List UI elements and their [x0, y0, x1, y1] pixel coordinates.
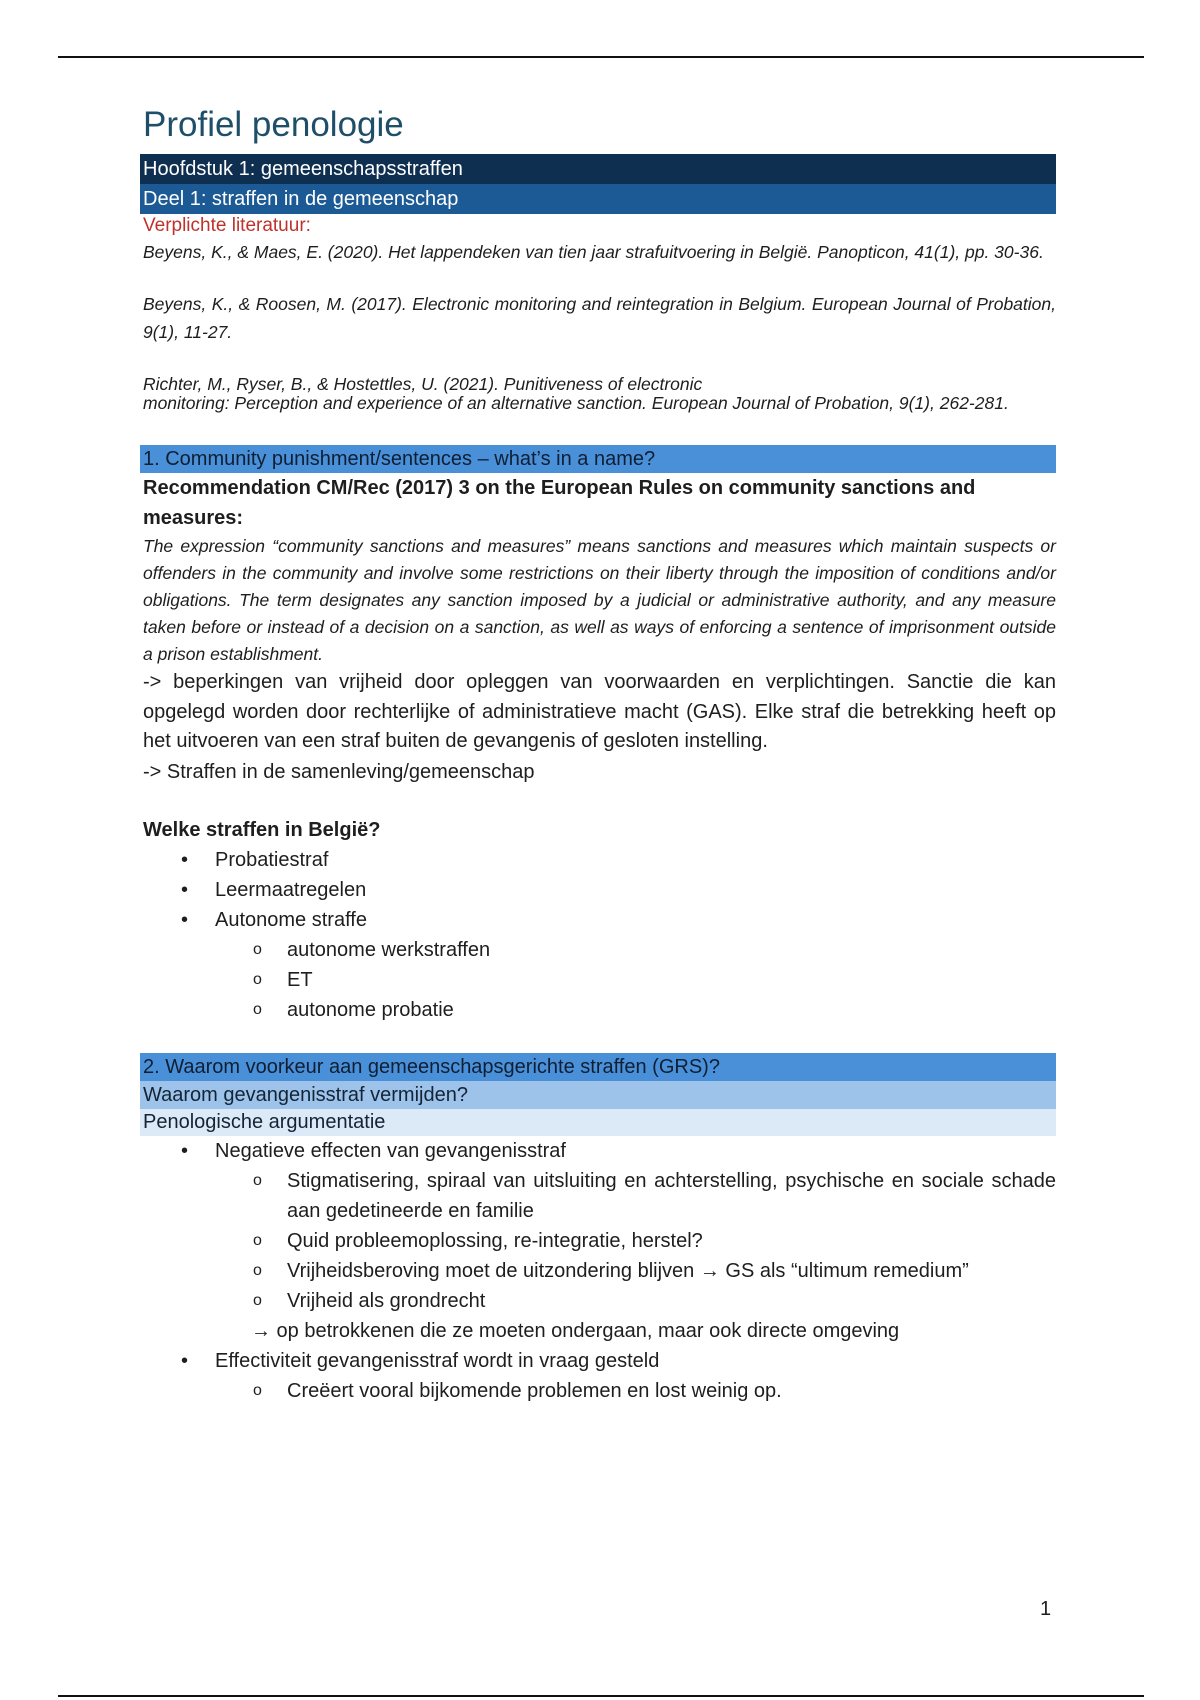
chapter-heading: Hoofdstuk 1: gemeenschapsstraffen	[140, 154, 1056, 184]
page-title: Profiel penologie	[143, 105, 404, 144]
literature-ref-3b: monitoring: Perception and experience of an alternative sanction. European Journal of Probation, 9(1), 262-281.	[143, 393, 1009, 413]
sub-list-item: o autonome probatie	[143, 995, 1056, 1025]
arrow-note: → op betrokkenen die ze moeten ondergaan, maar ook directe omgeving	[251, 1319, 900, 1342]
sub-list-item: o Stigmatisering, spiraal van uitsluiting en achterstelling, psychische en sociale schade aan gedetineerde en familie	[143, 1166, 1056, 1226]
bottom-rule	[58, 1695, 1144, 1697]
document-page	[143, 96, 1056, 1406]
explanation-paragraph: -> beperkingen van vrijheid door opleggen van voorwaarden en verplichtingen. Sanctie die kan opgelegd worden door rechterlijke of administratieve macht (GAS). Elke straf die betrekking heeft op het uitvoeren van een straf buiten de gevangenis of gesloten instelling.	[143, 671, 1056, 752]
literature-ref-3a: Richter, M., Ryser, B., & Hostettles, U. (2021). Punitiveness of electronic	[143, 374, 703, 394]
arguments-list	[143, 1136, 1056, 1406]
sub-list-item: o Creëert vooral bijkomende problemen en lost weinig op.	[143, 1376, 1056, 1406]
list-item: • Effectiviteit gevangenisstraf wordt in vraag gesteld	[143, 1346, 1056, 1376]
top-rule	[58, 56, 1144, 58]
list-item: • Leermaatregelen	[143, 875, 1056, 905]
page-number: 1	[1040, 1598, 1052, 1620]
arrow-line: -> Straffen in de samenleving/gemeenschap	[143, 760, 535, 783]
question-heading: Welke straffen in België?	[143, 818, 381, 841]
literature-ref-2: Beyens, K., & Roosen, M. (2017). Electronic monitoring and reintegration in Belgium. European Journal of Probation, 9(1), 11-27.	[143, 294, 1056, 342]
list-item: • Negatieve effecten van gevangenisstraf	[143, 1136, 1056, 1166]
definition-quote: The expression “community sanctions and measures” means sanctions and measures which maintain suspects or offenders in the community and involve some restrictions on their liberty through the imposition of conditions and/or obligations. The term designates any sanction imposed by a judicial or administrative authority, and any measure taken before or instead of a decision on a sanction, as well as ways of enforcing a sentence of imprisonment outside a prison establishment.	[143, 536, 1056, 664]
sub-list-item: o Vrijheidsberoving moet de uitzondering blijven → GS als “ultimum remedium”	[143, 1256, 1056, 1286]
sanctions-list	[143, 845, 1056, 1025]
section-1-heading: 1. Community punishment/sentences – what’s in a name?	[140, 445, 1056, 473]
recommendation-title: Recommendation CM/Rec (2017) 3 on the European Rules on community sanctions and measures:	[143, 477, 976, 529]
part-heading: Deel 1: straffen in de gemeenschap	[140, 184, 1056, 214]
literature-label: Verplichte literatuur:	[143, 215, 311, 236]
list-item: • Autonome straffe	[143, 905, 1056, 935]
subsection-heading: Waarom gevangenisstraf vermijden?	[140, 1081, 1056, 1109]
sub-list-item: o Vrijheid als grondrecht	[143, 1286, 1056, 1316]
section-2-heading: 2. Waarom voorkeur aan gemeenschapsgerichte straffen (GRS)?	[140, 1053, 1056, 1081]
sub-list-item: o Quid probleemoplossing, re-integratie, herstel?	[143, 1226, 1056, 1256]
sub-list-item: o ET	[143, 965, 1056, 995]
sub-list-item: o autonome werkstraffen	[143, 935, 1056, 965]
subsubsection-heading: Penologische argumentatie	[140, 1109, 1056, 1136]
list-item: • Probatiestraf	[143, 845, 1056, 875]
literature-ref-1: Beyens, K., & Maes, E. (2020). Het lappendeken van tien jaar strafuitvoering in België. Panopticon, 41(1), pp. 30-36.	[143, 242, 1044, 262]
